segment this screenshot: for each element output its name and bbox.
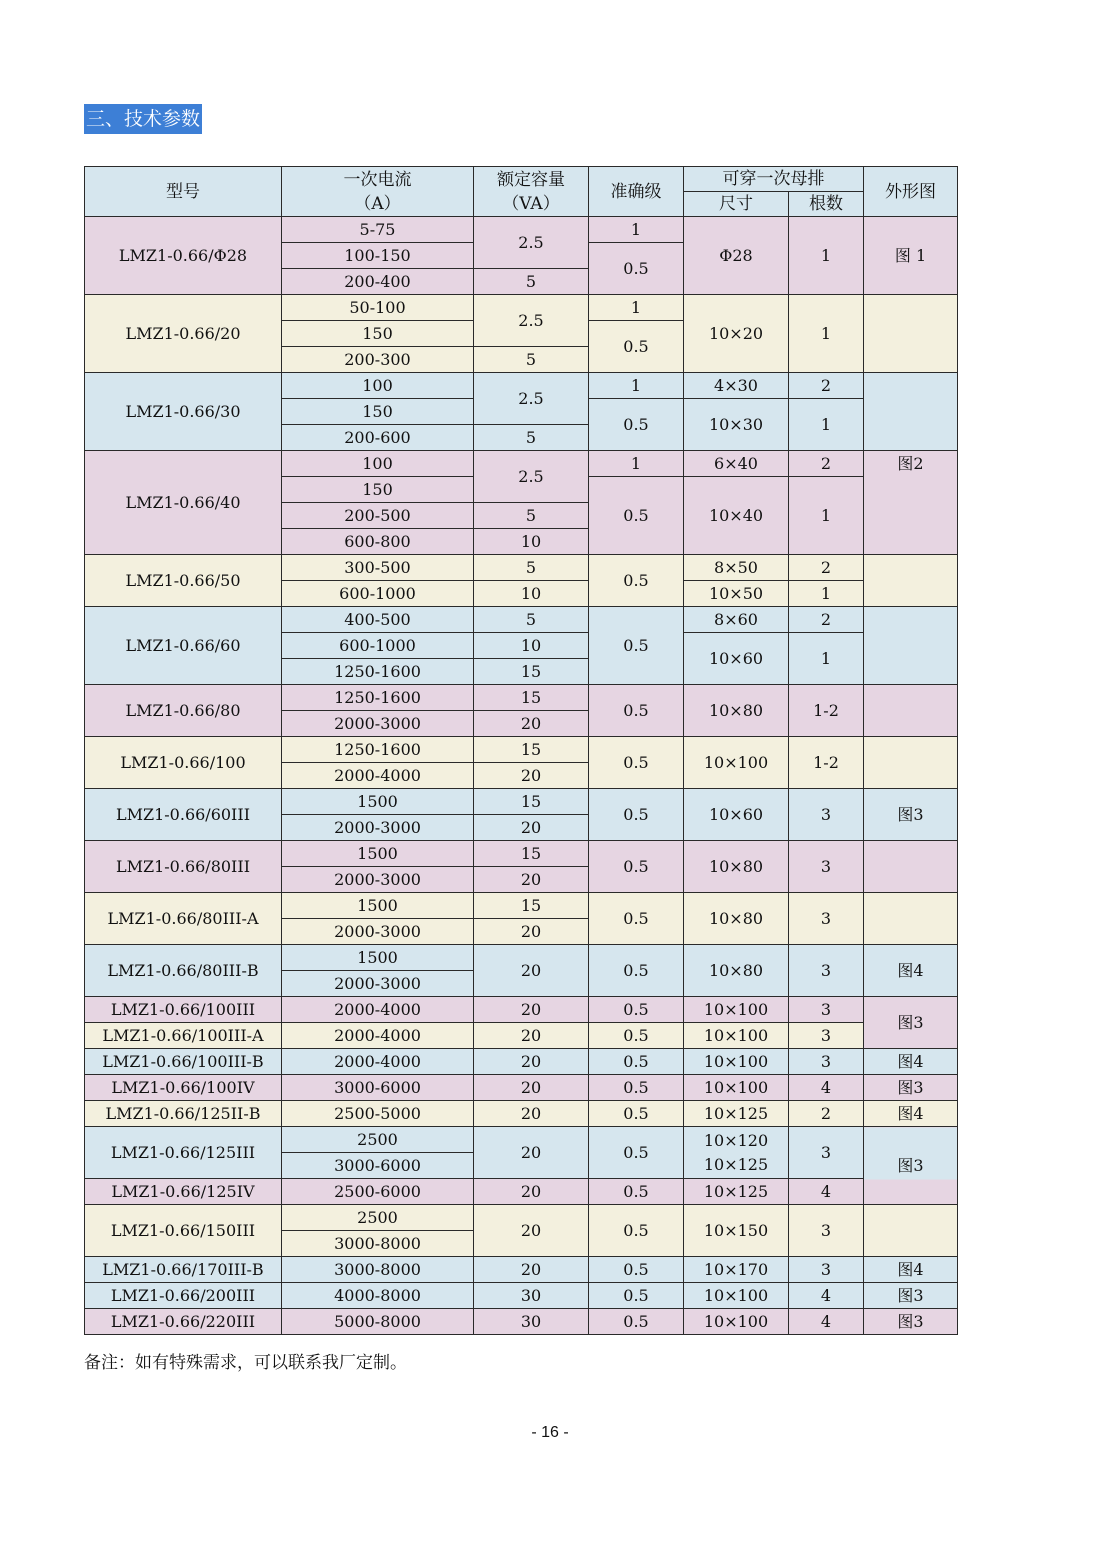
cell-busbar-size: 10×100 bbox=[684, 1075, 789, 1101]
cell-accuracy: 0.5 bbox=[589, 841, 684, 893]
cell-current: 600-1000 bbox=[282, 581, 474, 607]
cell-current: 5-75 bbox=[282, 217, 474, 243]
cell-outline: 图 1 bbox=[864, 217, 958, 295]
cell-current: 2500 bbox=[282, 1127, 474, 1153]
cell-current: 2000-3000 bbox=[282, 711, 474, 737]
cell-current: 1250-1600 bbox=[282, 685, 474, 711]
header-busbar-size: 尺寸 bbox=[684, 192, 789, 217]
table-row bbox=[85, 1309, 958, 1335]
table-row bbox=[85, 945, 958, 971]
cell-busbar-count: 4 bbox=[789, 1179, 864, 1205]
cell-busbar-size: 10×30 bbox=[684, 399, 789, 451]
cell-capacity: 10 bbox=[474, 581, 589, 607]
cell-busbar-count: 3 bbox=[789, 789, 864, 841]
cell-current: 2000-4000 bbox=[282, 997, 474, 1023]
cell-outline bbox=[864, 893, 958, 945]
cell-capacity: 2.5 bbox=[474, 373, 589, 425]
cell-current: 1250-1600 bbox=[282, 659, 474, 685]
cell-busbar-count: 2 bbox=[789, 373, 864, 399]
spec-table bbox=[84, 166, 958, 1335]
cell-busbar-size: 8×60 bbox=[684, 607, 789, 633]
cell-busbar-count: 4 bbox=[789, 1283, 864, 1309]
cell-accuracy: 0.5 bbox=[589, 737, 684, 789]
cell-accuracy: 0.5 bbox=[589, 1257, 684, 1283]
table-row bbox=[85, 607, 958, 633]
cell-capacity: 15 bbox=[474, 659, 589, 685]
cell-accuracy: 0.5 bbox=[589, 321, 684, 373]
cell-current: 2000-4000 bbox=[282, 1049, 474, 1075]
cell-busbar-size: 10×150 bbox=[684, 1205, 789, 1257]
cell-model: LMZ1-0.66/100IV bbox=[85, 1075, 282, 1101]
cell-capacity: 15 bbox=[474, 685, 589, 711]
cell-accuracy: 0.5 bbox=[589, 1283, 684, 1309]
cell-current: 200-300 bbox=[282, 347, 474, 373]
cell-current: 5000-8000 bbox=[282, 1309, 474, 1335]
cell-model: LMZ1-0.66/100III-B bbox=[85, 1049, 282, 1075]
table-row bbox=[85, 1023, 958, 1049]
cell-current: 3000-8000 bbox=[282, 1231, 474, 1257]
cell-model: LMZ1-0.66/150III bbox=[85, 1205, 282, 1257]
header-model: 型号 bbox=[85, 167, 282, 217]
cell-busbar-count: 1 bbox=[789, 295, 864, 373]
cell-current: 300-500 bbox=[282, 555, 474, 581]
cell-current: 100 bbox=[282, 451, 474, 477]
cell-capacity: 15 bbox=[474, 841, 589, 867]
cell-model: LMZ1-0.66/80III-B bbox=[85, 945, 282, 997]
table-row bbox=[85, 841, 958, 867]
table-row bbox=[85, 997, 958, 1023]
table-row bbox=[85, 451, 958, 477]
cell-busbar-size: 10×100 bbox=[684, 737, 789, 789]
cell-busbar-size: 10×100 bbox=[684, 1283, 789, 1309]
cell-capacity: 2.5 bbox=[474, 451, 589, 503]
header-busbar: 可穿一次母排 bbox=[684, 167, 864, 192]
cell-current: 1500 bbox=[282, 789, 474, 815]
cell-current: 600-1000 bbox=[282, 633, 474, 659]
cell-accuracy: 0.5 bbox=[589, 1205, 684, 1257]
cell-busbar-size: 10×100 bbox=[684, 997, 789, 1023]
table-row bbox=[85, 295, 958, 321]
cell-capacity: 5 bbox=[474, 347, 589, 373]
cell-outline bbox=[864, 737, 958, 789]
cell-capacity: 20 bbox=[474, 1127, 589, 1179]
cell-model: LMZ1-0.66/100III bbox=[85, 997, 282, 1023]
cell-accuracy: 0.5 bbox=[589, 685, 684, 737]
cell-outline: 图3 bbox=[864, 1075, 958, 1101]
cell-outline bbox=[864, 295, 958, 373]
cell-current: 150 bbox=[282, 399, 474, 425]
cell-accuracy: 0.5 bbox=[589, 1049, 684, 1075]
cell-capacity: 15 bbox=[474, 789, 589, 815]
cell-outline bbox=[864, 841, 958, 893]
cell-model: LMZ1-0.66/125IV bbox=[85, 1179, 282, 1205]
cell-accuracy: 0.5 bbox=[589, 1127, 684, 1179]
cell-capacity: 20 bbox=[474, 711, 589, 737]
cell-busbar-count: 3 bbox=[789, 945, 864, 997]
cell-outline bbox=[864, 555, 958, 607]
cell-accuracy: 0.5 bbox=[589, 945, 684, 997]
table-row bbox=[85, 789, 958, 815]
cell-accuracy: 0.5 bbox=[589, 893, 684, 945]
cell-outline: 图2 bbox=[864, 451, 958, 555]
cell-capacity: 20 bbox=[474, 1023, 589, 1049]
cell-current: 1500 bbox=[282, 945, 474, 971]
cell-busbar-size: 10×80 bbox=[684, 945, 789, 997]
cell-busbar-count: 2 bbox=[789, 1101, 864, 1127]
cell-busbar-count: 3 bbox=[789, 841, 864, 893]
table-row bbox=[85, 555, 958, 581]
cell-busbar-count: 2 bbox=[789, 555, 864, 581]
cell-busbar-size: 8×50 bbox=[684, 555, 789, 581]
cell-current: 2000-3000 bbox=[282, 867, 474, 893]
cell-busbar-size: 10×40 bbox=[684, 477, 789, 555]
cell-outline: 图3 bbox=[864, 1309, 958, 1335]
cell-current: 400-500 bbox=[282, 607, 474, 633]
cell-accuracy: 1 bbox=[589, 217, 684, 243]
cell-busbar-count: 2 bbox=[789, 607, 864, 633]
cell-current: 2000-4000 bbox=[282, 1023, 474, 1049]
cell-current: 200-600 bbox=[282, 425, 474, 451]
cell-current: 2000-4000 bbox=[282, 763, 474, 789]
cell-model: LMZ1-0.66/170III-B bbox=[85, 1257, 282, 1283]
cell-accuracy: 1 bbox=[589, 373, 684, 399]
cell-outline: 图3 bbox=[864, 997, 958, 1049]
cell-capacity: 20 bbox=[474, 763, 589, 789]
cell-accuracy: 0.5 bbox=[589, 789, 684, 841]
table-row bbox=[85, 737, 958, 763]
cell-outline bbox=[864, 373, 958, 451]
cell-busbar-size: 10×125 bbox=[684, 1101, 789, 1127]
cell-capacity: 10 bbox=[474, 529, 589, 555]
cell-accuracy: 0.5 bbox=[589, 1179, 684, 1205]
cell-accuracy: 0.5 bbox=[589, 1309, 684, 1335]
cell-model: LMZ1-0.66/100 bbox=[85, 737, 282, 789]
cell-busbar-count: 1-2 bbox=[789, 685, 864, 737]
header-primary-current: 一次电流 （A） bbox=[282, 167, 474, 217]
cell-busbar-count: 3 bbox=[789, 1049, 864, 1075]
cell-current: 2000-3000 bbox=[282, 919, 474, 945]
cell-current: 150 bbox=[282, 321, 474, 347]
cell-capacity: 20 bbox=[474, 1205, 589, 1257]
cell-busbar-count: 3 bbox=[789, 893, 864, 945]
cell-current: 3000-6000 bbox=[282, 1075, 474, 1101]
table-row bbox=[85, 893, 958, 919]
table-row bbox=[85, 373, 958, 399]
cell-outline: 图3 bbox=[864, 1283, 958, 1309]
cell-current: 3000-8000 bbox=[282, 1257, 474, 1283]
cell-current: 1250-1600 bbox=[282, 737, 474, 763]
cell-busbar-size: 10×120 10×125 bbox=[684, 1127, 789, 1179]
cell-model: LMZ1-0.66/80III bbox=[85, 841, 282, 893]
cell-busbar-count: 3 bbox=[789, 1023, 864, 1049]
page-number: - 16 - bbox=[531, 1424, 569, 1441]
cell-capacity: 5 bbox=[474, 555, 589, 581]
cell-model: LMZ1-0.66/200III bbox=[85, 1283, 282, 1309]
cell-capacity: 5 bbox=[474, 269, 589, 295]
cell-capacity: 5 bbox=[474, 607, 589, 633]
cell-busbar-count: 1 bbox=[789, 581, 864, 607]
cell-capacity: 5 bbox=[474, 503, 589, 529]
cell-model: LMZ1-0.66/50 bbox=[85, 555, 282, 607]
table-row bbox=[85, 1101, 958, 1127]
cell-current: 200-500 bbox=[282, 503, 474, 529]
cell-capacity: 20 bbox=[474, 945, 589, 997]
cell-capacity: 20 bbox=[474, 1049, 589, 1075]
cell-capacity: 20 bbox=[474, 1101, 589, 1127]
cell-accuracy: 0.5 bbox=[589, 243, 684, 295]
cell-busbar-size: 10×80 bbox=[684, 685, 789, 737]
cell-capacity: 20 bbox=[474, 997, 589, 1023]
cell-current: 150 bbox=[282, 477, 474, 503]
cell-accuracy: 0.5 bbox=[589, 1101, 684, 1127]
cell-busbar-count: 3 bbox=[789, 1205, 864, 1257]
cell-busbar-size: Φ28 bbox=[684, 217, 789, 295]
cell-accuracy: 1 bbox=[589, 451, 684, 477]
cell-current: 100-150 bbox=[282, 243, 474, 269]
cell-model: LMZ1-0.66/60 bbox=[85, 607, 282, 685]
cell-model: LMZ1-0.66/80III-A bbox=[85, 893, 282, 945]
cell-capacity: 2.5 bbox=[474, 295, 589, 347]
cell-accuracy: 0.5 bbox=[589, 477, 684, 555]
cell-model: LMZ1-0.66/40 bbox=[85, 451, 282, 555]
cell-capacity: 20 bbox=[474, 815, 589, 841]
cell-capacity: 15 bbox=[474, 893, 589, 919]
cell-outline: 图4 bbox=[864, 1101, 958, 1127]
cell-capacity: 20 bbox=[474, 919, 589, 945]
cell-busbar-count: 4 bbox=[789, 1309, 864, 1335]
cell-capacity: 20 bbox=[474, 1075, 589, 1101]
cell-busbar-size: 10×170 bbox=[684, 1257, 789, 1283]
cell-outline: 图4 bbox=[864, 945, 958, 997]
table-row bbox=[85, 685, 958, 711]
cell-busbar-count: 4 bbox=[789, 1075, 864, 1101]
cell-busbar-size: 10×60 bbox=[684, 789, 789, 841]
cell-current: 100 bbox=[282, 373, 474, 399]
cell-outline: 图3 bbox=[864, 1127, 958, 1205]
cell-busbar-size: 10×125 bbox=[684, 1179, 789, 1205]
cell-busbar-count: 1 bbox=[789, 633, 864, 685]
cell-current: 2000-3000 bbox=[282, 971, 474, 997]
cell-current: 50-100 bbox=[282, 295, 474, 321]
table-row bbox=[85, 1205, 958, 1231]
cell-busbar-size: 4×30 bbox=[684, 373, 789, 399]
cell-busbar-size: 6×40 bbox=[684, 451, 789, 477]
cell-busbar-count: 1 bbox=[789, 399, 864, 451]
cell-busbar-size: 10×60 bbox=[684, 633, 789, 685]
table-row bbox=[85, 217, 958, 243]
cell-busbar-size: 10×20 bbox=[684, 295, 789, 373]
cell-model: LMZ1-0.66/80 bbox=[85, 685, 282, 737]
cell-busbar-size: 10×100 bbox=[684, 1023, 789, 1049]
cell-current: 1500 bbox=[282, 841, 474, 867]
cell-capacity: 20 bbox=[474, 1257, 589, 1283]
header-busbar-count: 根数 bbox=[789, 192, 864, 217]
cell-busbar-size: 10×100 bbox=[684, 1049, 789, 1075]
cell-current: 200-400 bbox=[282, 269, 474, 295]
cell-busbar-count: 3 bbox=[789, 997, 864, 1023]
cell-busbar-count: 1 bbox=[789, 477, 864, 555]
cell-outline bbox=[864, 607, 958, 685]
cell-model: LMZ1-0.66/30 bbox=[85, 373, 282, 451]
cell-outline: 图4 bbox=[864, 1257, 958, 1283]
cell-busbar-count: 1 bbox=[789, 217, 864, 295]
cell-current: 2500 bbox=[282, 1205, 474, 1231]
cell-accuracy: 0.5 bbox=[589, 1023, 684, 1049]
cell-current: 2500-5000 bbox=[282, 1101, 474, 1127]
cell-busbar-size: 10×80 bbox=[684, 893, 789, 945]
cell-capacity: 10 bbox=[474, 633, 589, 659]
cell-current: 600-800 bbox=[282, 529, 474, 555]
cell-busbar-size: 10×100 bbox=[684, 1309, 789, 1335]
cell-model: LMZ1-0.66/Φ28 bbox=[85, 217, 282, 295]
cell-accuracy: 0.5 bbox=[589, 1075, 684, 1101]
cell-accuracy: 0.5 bbox=[589, 997, 684, 1023]
cell-capacity: 2.5 bbox=[474, 217, 589, 269]
table-row bbox=[85, 1257, 958, 1283]
cell-accuracy: 0.5 bbox=[589, 555, 684, 607]
cell-current: 3000-6000 bbox=[282, 1153, 474, 1179]
header-outline: 外形图 bbox=[864, 167, 958, 217]
cell-capacity: 15 bbox=[474, 737, 589, 763]
header-accuracy: 准确级 bbox=[589, 167, 684, 217]
cell-busbar-count: 3 bbox=[789, 1127, 864, 1179]
cell-outline: 图4 bbox=[864, 1049, 958, 1075]
table-row bbox=[85, 1049, 958, 1075]
cell-model: LMZ1-0.66/220III bbox=[85, 1309, 282, 1335]
cell-busbar-count: 2 bbox=[789, 451, 864, 477]
cell-capacity: 30 bbox=[474, 1283, 589, 1309]
cell-model: LMZ1-0.66/20 bbox=[85, 295, 282, 373]
cell-accuracy: 1 bbox=[589, 295, 684, 321]
cell-current: 4000-8000 bbox=[282, 1283, 474, 1309]
cell-model: LMZ1-0.66/100III-A bbox=[85, 1023, 282, 1049]
section-title: 三、技术参数 bbox=[84, 104, 202, 134]
cell-current: 2000-3000 bbox=[282, 815, 474, 841]
cell-outline bbox=[864, 685, 958, 737]
cell-accuracy: 0.5 bbox=[589, 399, 684, 451]
cell-model: LMZ1-0.66/60III bbox=[85, 789, 282, 841]
cell-busbar-size: 10×80 bbox=[684, 841, 789, 893]
cell-current: 1500 bbox=[282, 893, 474, 919]
cell-outline bbox=[864, 1205, 958, 1257]
cell-outline: 图3 bbox=[864, 789, 958, 841]
cell-busbar-count: 3 bbox=[789, 1257, 864, 1283]
cell-model: LMZ1-0.66/125II-B bbox=[85, 1101, 282, 1127]
table-row bbox=[85, 1179, 958, 1205]
cell-capacity: 20 bbox=[474, 1179, 589, 1205]
footnote: 备注：如有特殊需求，可以联系我厂定制。 bbox=[84, 1353, 407, 1373]
table-row bbox=[85, 1127, 958, 1153]
cell-busbar-count: 1-2 bbox=[789, 737, 864, 789]
cell-capacity: 20 bbox=[474, 867, 589, 893]
cell-busbar-size: 10×50 bbox=[684, 581, 789, 607]
cell-model: LMZ1-0.66/125III bbox=[85, 1127, 282, 1179]
cell-capacity: 30 bbox=[474, 1309, 589, 1335]
cell-accuracy: 0.5 bbox=[589, 607, 684, 685]
table-row bbox=[85, 1075, 958, 1101]
cell-current: 2500-6000 bbox=[282, 1179, 474, 1205]
header-rated-capacity: 额定容量 （VA） bbox=[474, 167, 589, 217]
table-row bbox=[85, 1283, 958, 1309]
cell-capacity: 5 bbox=[474, 425, 589, 451]
